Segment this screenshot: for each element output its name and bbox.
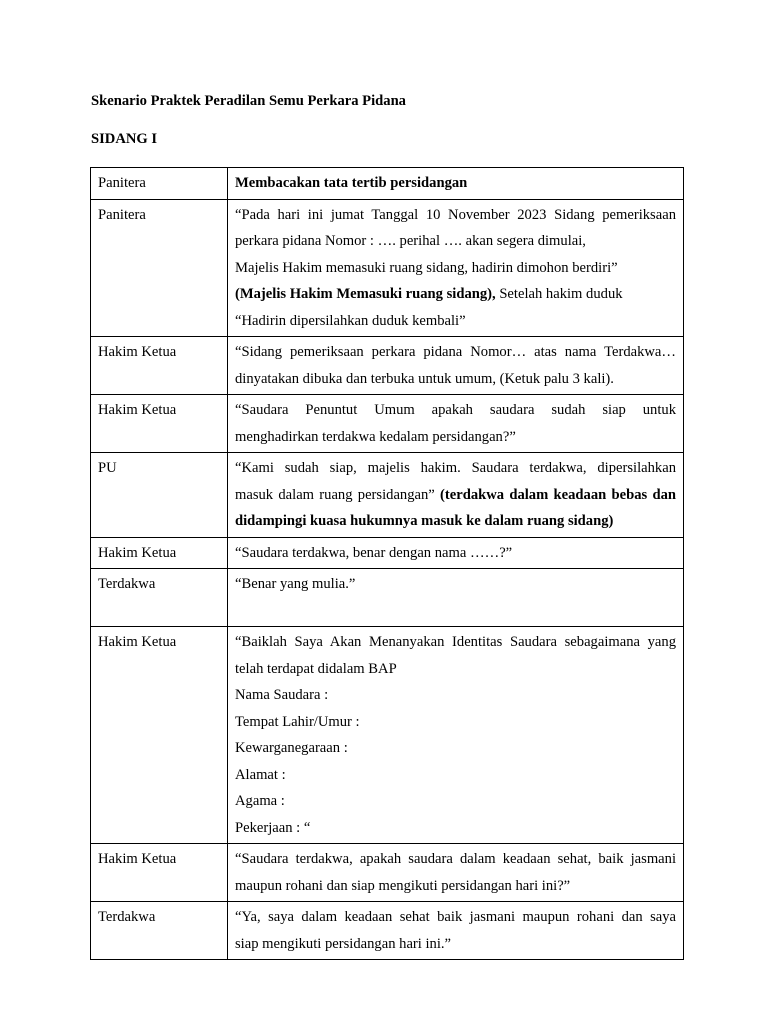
section-title: SIDANG I — [91, 131, 158, 147]
dialogue-row — [91, 844, 684, 902]
dialogue-line: “Baiklah Saya Akan Menanyakan Identitas Saudara sebagaimana yang — [235, 634, 676, 650]
dialogue-cell — [228, 168, 684, 200]
dialogue-text: masuk dalam ruang persidangan” — [235, 486, 441, 503]
dialogue-line: “Saudara terdakwa, benar dengan nama ……?” — [235, 544, 513, 561]
dialogue-line: perkara pidana Nomor : …. perihal …. akan segera dimulai, — [235, 233, 586, 249]
dialogue-line: dinyatakan dibuka dan terbuka untuk umum, (Ketuk palu 3 kali). — [235, 370, 614, 387]
speaker-cell: Hakim Ketua — [91, 395, 228, 453]
speaker-cell: Hakim Ketua — [91, 337, 228, 395]
dialogue-line: “Hadirin dipersilahkan duduk kembali” — [235, 312, 466, 329]
stage-direction: (terdakwa dalam keadaan bebas dan — [440, 486, 676, 503]
dialogue-cell — [228, 337, 684, 395]
dialogue-line: “Sidang pemeriksaan perkara pidana Nomor… atas nama Terdakwa… — [235, 344, 676, 360]
speaker-cell: Hakim Ketua — [91, 844, 228, 902]
dialogue-line — [235, 482, 676, 509]
dialogue-line: Membacakan tata tertib persidangan — [235, 175, 468, 191]
dialogue-line: “Kami sudah siap, majelis hakim. Saudara terdakwa, dipersilahkan — [235, 460, 676, 476]
dialogue-cell — [228, 537, 684, 569]
dialogue-line: “Ya, saya dalam keadaan sehat baik jasmani maupun rohani dan saya — [235, 909, 676, 925]
dialogue-line: Majelis Hakim memasuki ruang sidang, hadirin dimohon berdiri” — [235, 259, 618, 276]
dialogue-row — [91, 453, 684, 538]
speaker-cell: Terdakwa — [91, 902, 228, 960]
dialogue-cell — [228, 395, 684, 453]
dialogue-line: “Benar yang mulia.” — [235, 576, 356, 592]
dialogue-cell — [228, 569, 684, 627]
dialogue-line: Kewarganegaraan : — [235, 740, 348, 756]
dialogue-line: siap mengikuti persidangan hari ini.” — [235, 935, 452, 952]
dialogue-line: Agama : — [235, 793, 285, 809]
dialogue-cell — [228, 844, 684, 902]
speaker-cell: Hakim Ketua — [91, 627, 228, 844]
dialogue-line: maupun rohani dan siap mengikuti persidangan hari ini?” — [235, 877, 571, 894]
dialogue-line: telah terdapat didalam BAP — [235, 660, 397, 677]
dialogue-line: “Saudara terdakwa, apakah saudara dalam keadaan sehat, baik jasmani — [235, 851, 676, 867]
dialogue-row — [91, 902, 684, 960]
dialogue-line: didampingi kuasa hukumnya masuk ke dalam ruang sidang) — [235, 513, 614, 529]
speaker-cell: Panitera — [91, 168, 228, 200]
speaker-cell: PU — [91, 453, 228, 538]
dialogue-row — [91, 537, 684, 569]
dialogue-line — [235, 281, 676, 308]
dialogue-line: Tempat Lahir/Umur : — [235, 713, 360, 730]
dialogue-text: Setelah hakim duduk — [495, 286, 623, 302]
dialogue-cell — [228, 199, 684, 337]
dialogue-row — [91, 168, 684, 200]
dialogue-line: Alamat : — [235, 766, 286, 783]
dialogue-row — [91, 199, 684, 337]
dialogue-line: “Pada hari ini jumat Tanggal 10 November 2023 Sidang pemeriksaan — [235, 206, 676, 223]
dialogue-row — [91, 395, 684, 453]
dialogue-row — [91, 569, 684, 627]
script-table — [90, 167, 684, 960]
speaker-cell: Hakim Ketua — [91, 537, 228, 569]
script-table-body — [91, 168, 684, 960]
dialogue-line — [235, 598, 676, 625]
dialogue-line: “Saudara Penuntut Umum apakah saudara sudah siap untuk — [235, 402, 676, 418]
dialogue-line: Pekerjaan : “ — [235, 819, 311, 836]
stage-direction: (Majelis Hakim Memasuki ruang sidang), — [235, 286, 496, 302]
dialogue-row — [91, 627, 684, 844]
dialogue-line: menghadirkan terdakwa kedalam persidangan?” — [235, 428, 516, 445]
dialogue-row — [91, 337, 684, 395]
dialogue-cell — [228, 627, 684, 844]
speaker-cell: Terdakwa — [91, 569, 228, 627]
dialogue-line: Nama Saudara : — [235, 687, 329, 703]
dialogue-cell — [228, 902, 684, 960]
dialogue-cell — [228, 453, 684, 538]
speaker-cell: Panitera — [91, 199, 228, 337]
page-title: Skenario Praktek Peradilan Semu Perkara Pidana — [91, 93, 406, 109]
